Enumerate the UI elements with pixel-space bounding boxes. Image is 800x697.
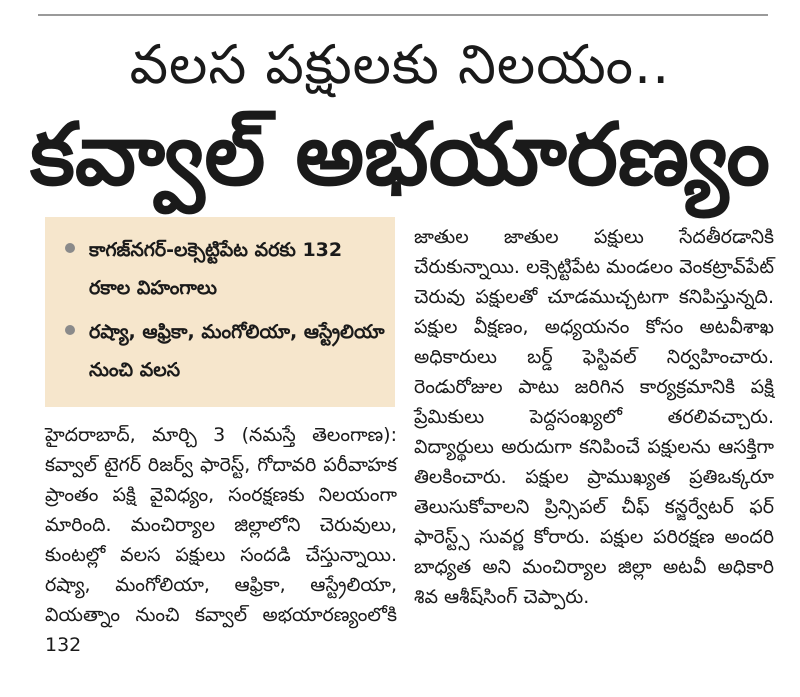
bullet-icon — [65, 325, 75, 335]
highlight-text: రష్యా, ఆఫ్రికా, మంగోలియా, ఆస్ట్రేలియా నుంచి వలస — [89, 321, 385, 381]
highlights-box — [45, 217, 395, 407]
bullet-icon — [65, 243, 75, 253]
article-body-left — [45, 420, 397, 660]
highlight-text: కాగజ్‌నగర్-లక్సెట్టిపేట వరకు 132 రకాల విహంగాలు — [89, 239, 343, 299]
highlight-item — [59, 313, 385, 389]
main-headline: కవ్వాల్ అభయారణ్యం — [30, 105, 770, 205]
article-body-right — [414, 222, 774, 612]
body-paragraph: జాతుల జాతుల పక్షులు సేదతీరడానికి చేరుకున్నాయి. లక్సెట్టిపేట మండలం వెంకట్రావ్‌పేట్ చెరువు పక్షులతో చూడముచ్చటగా కనిపిస్తున్నది. పక్షుల వీక్షణం, అధ్యయనం కోసం అటవీశాఖ అధికారులు బర్డ్ ఫెస్టివల్ నిర్వహించారు. రెండురోజుల పాటు జరిగిన కార్యక్రమానికి పక్షి ప్రేమికులు పెద్దసంఖ్యలో తరలివచ్చారు. విద్యార్థులు అరుదుగా కనిపించే పక్షులను ఆసక్తిగా తిలకించారు. పక్షుల ప్రాముఖ్యత ప్రతిఒక్కరూ తెలుసుకోవాలని ప్రిన్సిపల్ చీఫ్ కన్జర్వేటర్ ఫర్ ఫారెస్ట్స్ సువర్ణ కోరారు. పక్షుల పరిరక్షణ అందరి బాధ్యత అని మంచిర్యాల జిల్లా అటవీ అధికారి శివ ఆశీష్‌సింగ్ చెప్పారు. — [414, 226, 774, 608]
body-paragraph: హైదరాబాద్, మార్చి 3 (నమస్తే తెలంగాణ): కవ్వాల్ టైగర్ రిజర్వ్ ఫారెస్ట్, గోదావరి పరీవాహక ప్రాంతం పక్షి వైవిధ్యం, సంరక్షణకు నిలయంగా మారింది. మంచిర్యాల జిల్లాలోని చెరువులు, కుంటల్లో వలస పక్షులు సందడి చేస్తున్నాయి. రష్యా, మంగోలియా, ఆఫ్రికా, ఆస్ట్రేలియా, వియత్నాం నుంచి కవ్వాల్ అభయారణ్యంలోకి 132 — [45, 424, 397, 656]
highlight-item — [59, 231, 385, 307]
kicker-headline: వలస పక్షులకు నిలయం.. — [129, 33, 671, 96]
top-rule — [38, 14, 768, 16]
